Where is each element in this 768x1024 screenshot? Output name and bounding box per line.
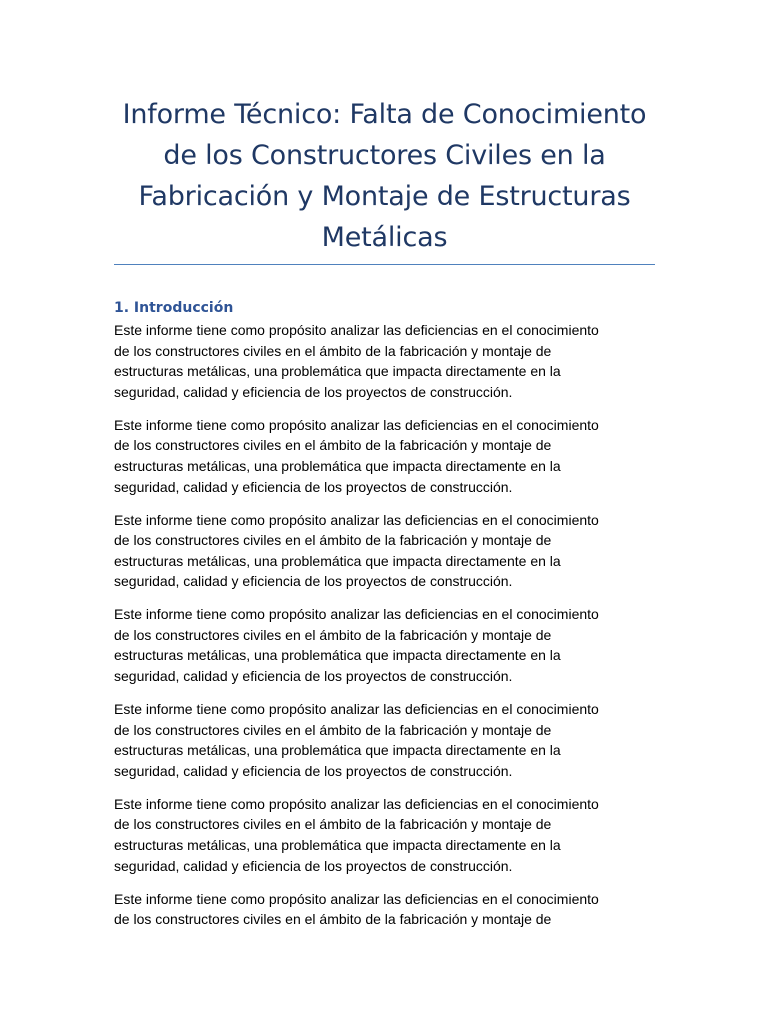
paragraph-line: seguridad, calidad y eficiencia de los proyectos de construcción. (114, 573, 513, 590)
paragraph-line: de los constructores civiles en el ámbito de la fabricación y montaje de (114, 532, 552, 549)
paragraph-line: estructuras metálicas, una problemática que impacta directamente en la (114, 457, 561, 474)
paragraph-line: estructuras metálicas, una problemática que impacta directamente en la (114, 742, 561, 759)
document-title (114, 94, 655, 265)
body-paragraph (114, 320, 655, 402)
paragraph-line: Este informe tiene como propósito analizar las deficiencias en el conocimiento (114, 701, 599, 718)
body-paragraph (114, 415, 655, 497)
paragraph-line: estructuras metálicas, una problemática que impacta directamente en la (114, 647, 561, 664)
document-body (114, 94, 655, 942)
paragraph-line: de los constructores civiles en el ámbito de la fabricación y montaje de (114, 816, 552, 833)
paragraph-list (114, 320, 655, 930)
paragraph-line: Este informe tiene como propósito analizar las deficiencias en el conocimiento (114, 511, 599, 528)
paragraph-line: seguridad, calidad y eficiencia de los proyectos de construcción. (114, 478, 513, 495)
paragraph-line: estructuras metálicas, una problemática que impacta directamente en la (114, 837, 561, 854)
paragraph-line: de los constructores civiles en el ámbito de la fabricación y montaje de (114, 437, 552, 454)
paragraph-line: de los constructores civiles en el ámbito de la fabricación y montaje de (114, 626, 552, 643)
title-line: Fabricación y Montaje de Estructuras (138, 181, 631, 212)
paragraph-line: seguridad, calidad y eficiencia de los proyectos de construcción. (114, 668, 513, 685)
paragraph-line: Este informe tiene como propósito analizar las deficiencias en el conocimiento (114, 606, 599, 623)
body-paragraph (114, 794, 655, 876)
paragraph-line: seguridad, calidad y eficiencia de los proyectos de construcción. (114, 383, 513, 400)
paragraph-line: estructuras metálicas, una problemática que impacta directamente en la (114, 363, 561, 380)
paragraph-line: de los constructores civiles en el ámbito de la fabricación y montaje de (114, 911, 552, 928)
paragraph-line: Este informe tiene como propósito analizar las deficiencias en el conocimiento (114, 322, 599, 338)
paragraph-line: Este informe tiene como propósito analizar las deficiencias en el conocimiento (114, 795, 599, 812)
body-paragraph (114, 699, 655, 781)
section-heading-introduccion: 1. Introducción (114, 300, 234, 316)
body-paragraph (114, 604, 655, 686)
paragraph-line: seguridad, calidad y eficiencia de los proyectos de construcción. (114, 762, 513, 779)
paragraph-line: estructuras metálicas, una problemática que impacta directamente en la (114, 552, 561, 569)
paragraph-line: de los constructores civiles en el ámbito de la fabricación y montaje de (114, 721, 552, 738)
paragraph-line: Este informe tiene como propósito analizar las deficiencias en el conocimiento (114, 416, 599, 433)
title-line: Metálicas (321, 222, 448, 253)
body-paragraph (114, 510, 655, 592)
paragraph-line: de los constructores civiles en el ámbito de la fabricación y montaje de (114, 342, 552, 359)
title-line: de los Constructores Civiles en la (163, 140, 606, 171)
paragraph-line: seguridad, calidad y eficiencia de los proyectos de construcción. (114, 857, 513, 874)
paragraph-line: Este informe tiene como propósito analizar las deficiencias en el conocimiento (114, 890, 599, 907)
body-paragraph (114, 889, 655, 930)
title-line: Informe Técnico: Falta de Conocimiento (122, 99, 647, 130)
